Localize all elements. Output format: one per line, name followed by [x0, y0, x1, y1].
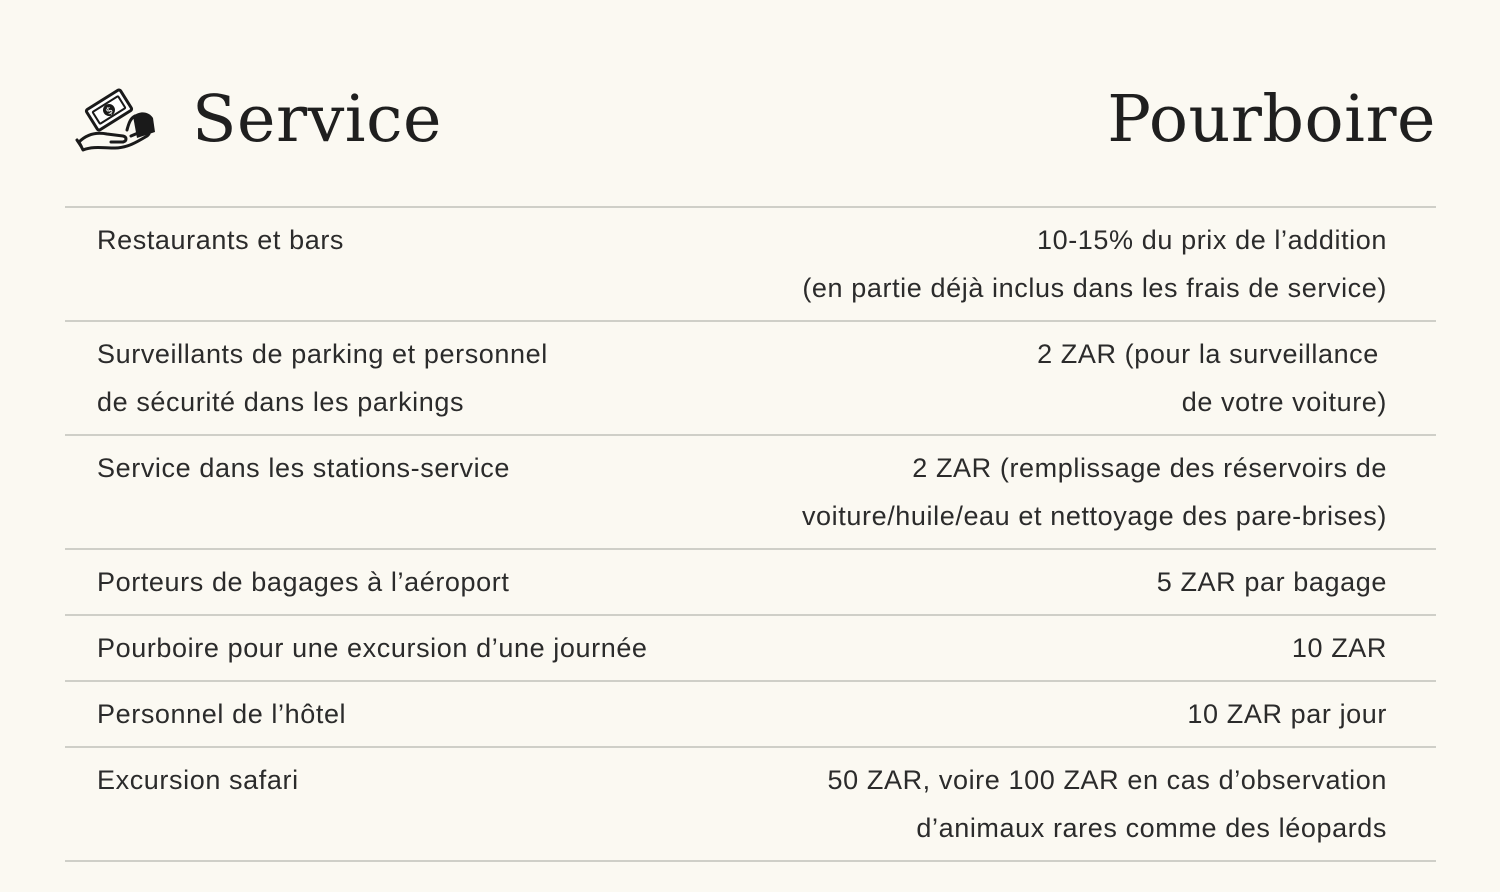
tip-text: 5 ZAR par bagage — [1156, 567, 1387, 597]
table-header — [65, 70, 1436, 170]
tip-text: d’animaux rares comme des léopards — [916, 813, 1387, 843]
table-row — [65, 321, 1436, 435]
tip-column-title: Pourboire — [1107, 82, 1436, 157]
service-text: Personnel de l’hôtel — [97, 699, 347, 729]
tips-table — [65, 206, 1436, 862]
table-row — [65, 435, 1436, 549]
tip-cell — [737, 435, 1436, 549]
tip-cell — [737, 549, 1436, 615]
service-text: Service dans les stations-service — [97, 453, 510, 483]
table-row — [65, 747, 1436, 861]
table-row — [65, 549, 1436, 615]
service-text: Surveillants de parking et personnel — [97, 339, 548, 369]
svg-text:$: $ — [104, 104, 116, 118]
service-text: Porteurs de bagages à l’aéroport — [97, 567, 510, 597]
service-cell — [65, 747, 737, 861]
tip-cell — [737, 681, 1436, 747]
service-cell — [65, 681, 737, 747]
money-hand-icon — [75, 86, 157, 158]
tip-cell — [737, 615, 1436, 681]
table-row — [65, 681, 1436, 747]
service-text: Excursion safari — [97, 765, 299, 795]
service-text: de sécurité dans les parkings — [97, 387, 465, 417]
tip-text: 50 ZAR, voire 100 ZAR en cas d’observation — [827, 765, 1387, 795]
service-cell — [65, 207, 737, 321]
service-cell — [65, 435, 737, 549]
service-cell — [65, 615, 737, 681]
table-row — [65, 207, 1436, 321]
tip-text: (en partie déjà inclus dans les frais de service) — [802, 273, 1387, 303]
tip-cell — [737, 747, 1436, 861]
tip-text: voiture/huile/eau et nettoyage des pare-brises) — [801, 501, 1387, 531]
tip-text: 10 ZAR par jour — [1187, 699, 1387, 729]
service-text: Restaurants et bars — [97, 225, 345, 255]
tip-text: 2 ZAR (pour la surveillance — [1037, 339, 1387, 369]
table-row — [65, 615, 1436, 681]
tip-cell — [737, 321, 1436, 435]
tip-text: 2 ZAR (remplissage des réservoirs de — [912, 453, 1387, 483]
tip-text: 10 ZAR — [1291, 633, 1387, 663]
service-cell — [65, 321, 737, 435]
service-text: Pourboire pour une excursion d’une journée — [97, 633, 648, 663]
service-column-title: Service — [192, 82, 442, 157]
tip-text: 10-15% du prix de l’addition — [1036, 225, 1387, 255]
tip-cell — [737, 207, 1436, 321]
service-cell — [65, 549, 737, 615]
tip-text: de votre voiture) — [1181, 387, 1387, 417]
